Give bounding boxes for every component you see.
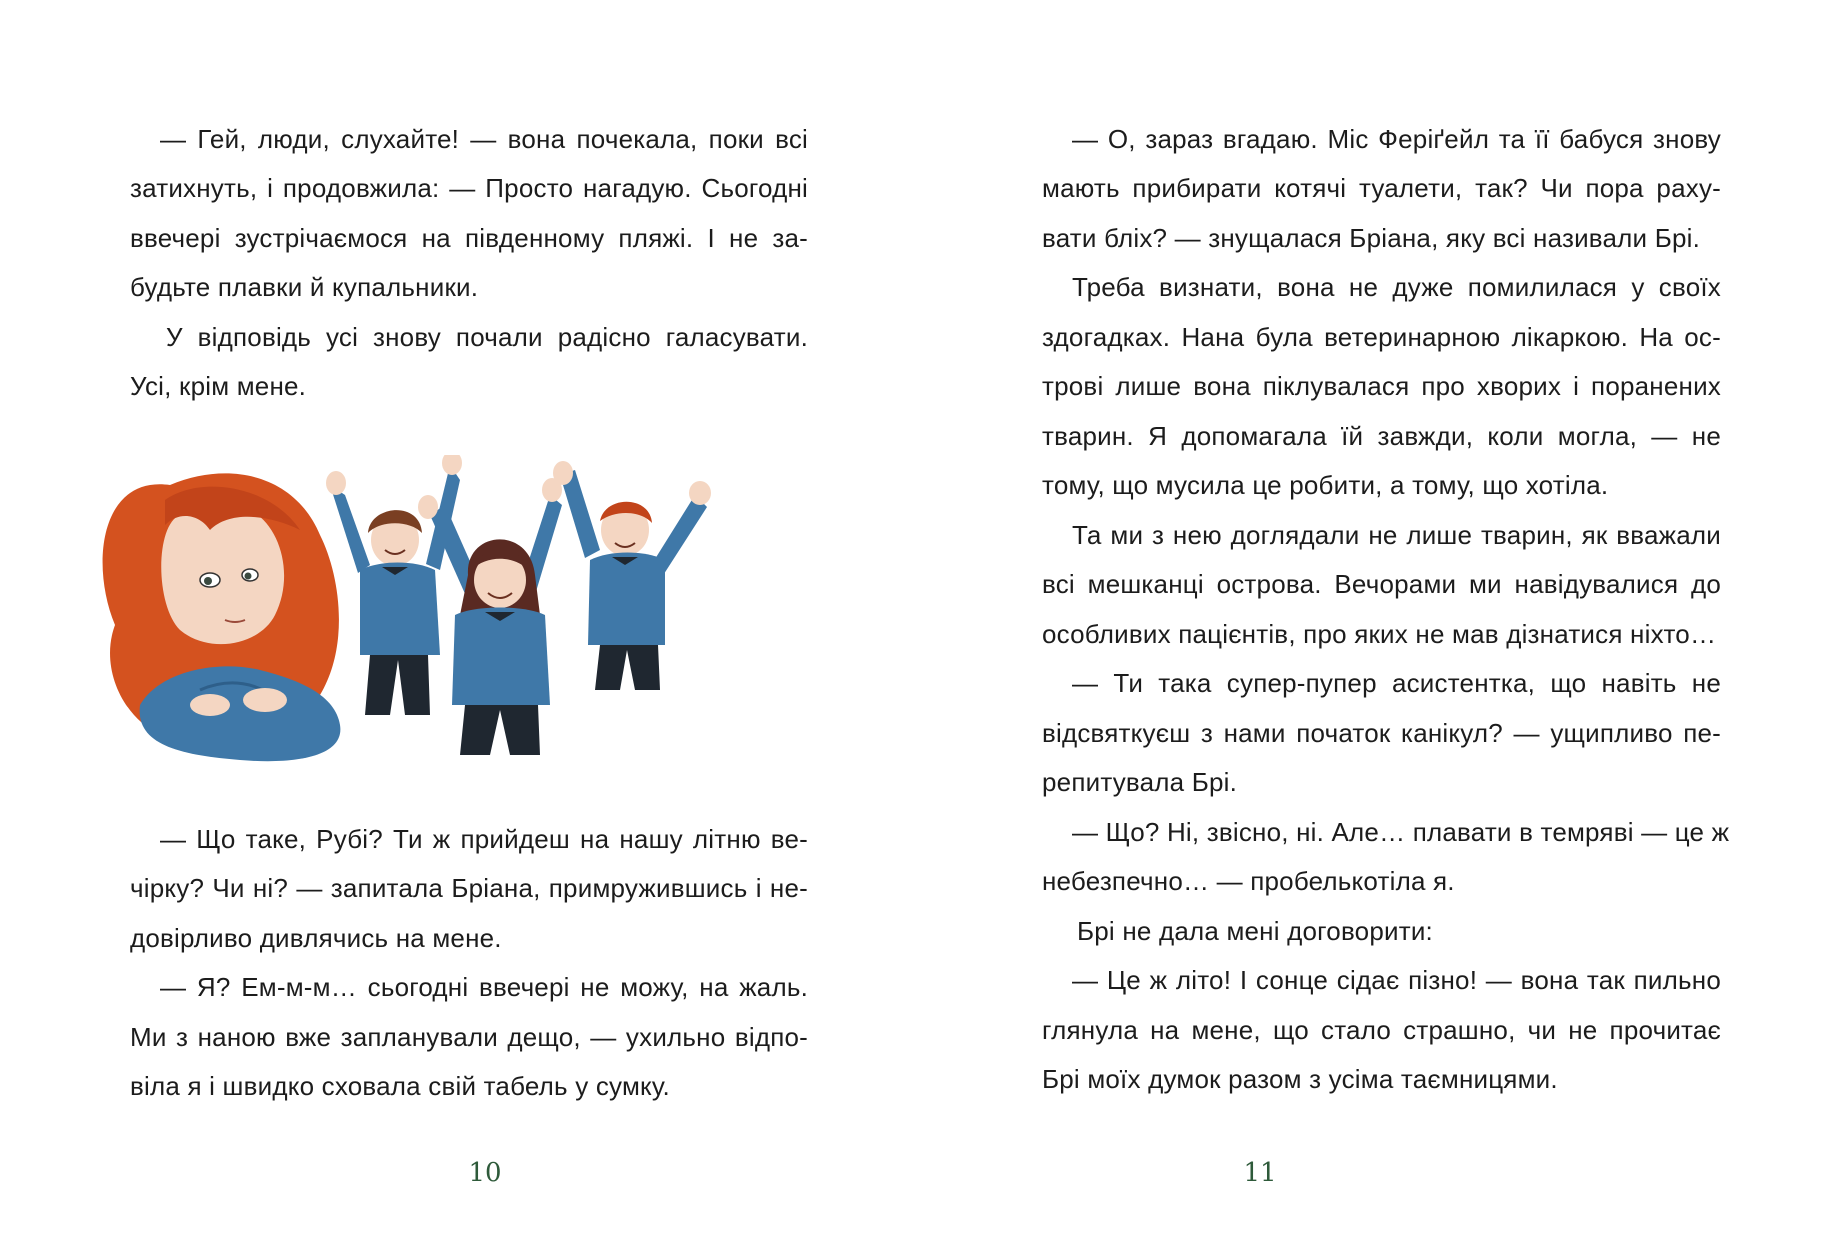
right-page <box>915 0 1831 1241</box>
text-line: чірку? Чи ні? — запитала Бріана, примружившись і не- <box>130 873 808 903</box>
text-line: Ми з наною вже запланували дещо, — ухильно відпо- <box>130 1022 808 1052</box>
text-line: глянула на мене, що стало страшно, чи не прочитає <box>1042 1015 1721 1045</box>
text-line: всі мешканці острова. Вечорами ми навідувалися до <box>1042 569 1721 599</box>
text-line: віла я і швидко сховала свій табель у сумку. <box>130 1071 670 1101</box>
text-line: У відповідь усі знову почали радісно галасувати. <box>166 322 808 352</box>
text-line: особливих пацієнтів, про яких не мав дізнатися ніхто… <box>1042 619 1717 649</box>
text-line: небезпечно… — пробелькотіла я. <box>1042 866 1455 896</box>
text-line: репитувала Брі. <box>1042 767 1238 797</box>
text-line: — О, зараз вгадаю. Міс Феріґейл та її бабуся знову <box>1072 124 1721 154</box>
cheering-boy-right-figure <box>553 461 711 690</box>
left-page <box>0 0 915 1241</box>
text-line: вати бліх? — знущалася Бріана, яку всі називали Брі. <box>1042 223 1701 253</box>
illustration-kids <box>60 455 860 795</box>
text-line: — Ти така супер-пупер асистентка, що навіть не <box>1072 668 1721 698</box>
text-line: Та ми з нею доглядали не лише тварин, як вважали <box>1072 520 1721 550</box>
text-line: здогадках. Нана була ветеринарною лікаркою. На ос- <box>1042 322 1721 352</box>
text-line: відсвяткуєш з нами початок канікул? — ущипливо пе- <box>1042 718 1721 748</box>
page-number: 10 <box>468 1158 502 1188</box>
text-line: Усі, крім мене. <box>130 371 307 401</box>
text-line: мають прибирати котячі туалети, так? Чи пора раху- <box>1042 173 1721 203</box>
text-line: тварин. Я допомагала їй завжди, коли могла, — не <box>1042 421 1721 451</box>
text-line: Треба визнати, вона не дуже помилилася у своїх <box>1072 272 1721 302</box>
text-line: ввечері зустрічаємося на південному пляжі. І не за- <box>130 223 808 253</box>
text-line: затихнуть, і продовжила: — Просто нагадую. Сьогодні <box>130 173 808 203</box>
text-line: Брі моїх думок разом з усіма таємницями. <box>1042 1064 1558 1094</box>
text-line: — Це ж літо! І сонце сідає пізно! — вона так пильно <box>1072 965 1721 995</box>
text-line: трові лише вона піклувалася про хворих і поранених <box>1042 371 1721 401</box>
cheering-girl-middle-figure <box>418 478 562 755</box>
text-line: довірливо дивлячись на мене. <box>130 923 502 953</box>
text-line: — Що? Ні, звісно, ні. Але… плавати в темряві — це ж <box>1072 817 1730 847</box>
girl-ruby-figure <box>103 473 341 761</box>
text-line: — Гей, люди, слухайте! — вона почекала, поки всі <box>160 124 808 154</box>
text-line: — Що таке, Рубі? Ти ж прийдеш на нашу літню ве- <box>160 824 808 854</box>
text-line: Брі не дала мені договорити: <box>1077 916 1433 946</box>
cheering-boy-left-figure <box>326 455 462 715</box>
page-number: 11 <box>1243 1158 1277 1188</box>
text-line: тому, що мусила це робити, а тому, що хотіла. <box>1042 470 1609 500</box>
text-line: будьте плавки й купальники. <box>130 272 479 302</box>
text-line: — Я? Ем-м-м… сьогодні ввечері не можу, на жаль. <box>160 972 808 1002</box>
